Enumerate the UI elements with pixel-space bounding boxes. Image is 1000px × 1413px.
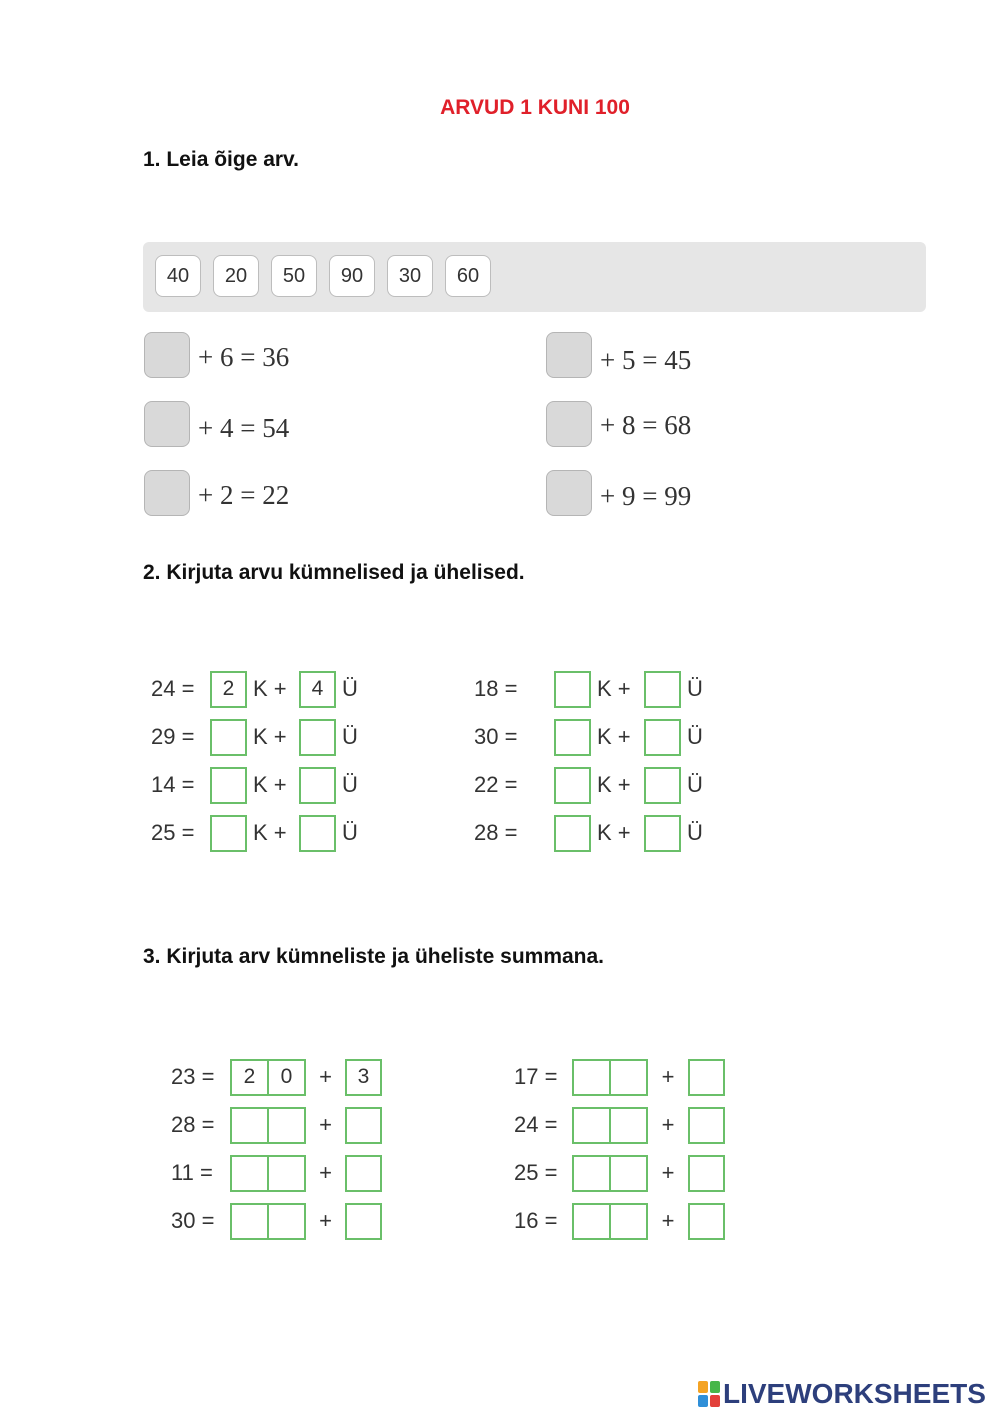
tens-label: K + — [253, 820, 287, 845]
tens-input[interactable] — [554, 719, 591, 756]
tens-digit-2[interactable] — [609, 1109, 646, 1142]
number-label: 24 = — [151, 676, 195, 701]
tens-digit-2[interactable] — [609, 1157, 646, 1190]
ones-label: Ü — [342, 676, 358, 701]
ones-label: Ü — [687, 820, 703, 845]
ones-input[interactable] — [345, 1155, 382, 1192]
tens-digit-2[interactable] — [267, 1157, 304, 1190]
number-label: 25 = — [151, 820, 195, 845]
option-chip[interactable]: 40 — [155, 255, 201, 297]
tens-digit-1[interactable] — [574, 1061, 609, 1094]
plus-sign: + — [661, 1064, 675, 1089]
plus-sign: + — [661, 1208, 675, 1233]
tens-input[interactable] — [572, 1203, 648, 1240]
number-label: 24 = — [514, 1112, 558, 1137]
ones-input[interactable] — [345, 1107, 382, 1144]
liveworksheets-logo-icon — [698, 1381, 720, 1407]
tens-digit-1[interactable] — [232, 1205, 267, 1238]
logo-square — [710, 1381, 720, 1393]
sum-row — [171, 1101, 382, 1149]
plus-sign: + — [319, 1112, 332, 1137]
tens-input[interactable] — [210, 719, 247, 756]
ones-input[interactable] — [644, 815, 681, 852]
drop-slot[interactable] — [144, 470, 190, 516]
ones-input[interactable] — [688, 1203, 725, 1240]
tens-digit-2[interactable] — [267, 1109, 304, 1142]
tens-label: K + — [253, 676, 287, 701]
number-label: 23 = — [171, 1064, 215, 1089]
task2-left-column — [151, 665, 358, 857]
number-label: 30 = — [474, 724, 518, 749]
logo-square — [698, 1381, 708, 1393]
number-label: 25 = — [514, 1160, 558, 1185]
tens-digit-2[interactable]: 0 — [267, 1061, 304, 1094]
sum-row — [514, 1149, 725, 1197]
tens-input[interactable] — [572, 1155, 648, 1192]
ones-label: Ü — [687, 676, 703, 701]
ones-label: Ü — [687, 772, 703, 797]
drop-slot[interactable] — [144, 332, 190, 378]
sum-row — [514, 1197, 725, 1245]
ones-label: Ü — [342, 820, 358, 845]
ones-input[interactable] — [644, 671, 681, 708]
drop-slot[interactable] — [546, 401, 592, 447]
number-label: 30 = — [171, 1208, 215, 1233]
tens-label: K + — [597, 820, 631, 845]
option-chip[interactable]: 20 — [213, 255, 259, 297]
place-value-row — [151, 665, 358, 713]
ones-input[interactable] — [688, 1107, 725, 1144]
option-chip[interactable]: 60 — [445, 255, 491, 297]
sum-row — [171, 1149, 382, 1197]
tens-label: K + — [253, 772, 287, 797]
number-label: 29 = — [151, 724, 195, 749]
place-value-row — [474, 809, 703, 857]
drop-slot[interactable] — [546, 332, 592, 378]
ones-label: Ü — [342, 724, 358, 749]
worksheet-title: ARVUD 1 KUNI 100 — [440, 96, 630, 119]
place-value-row — [474, 665, 703, 713]
tens-digit-1[interactable] — [232, 1109, 267, 1142]
option-chip[interactable]: 50 — [271, 255, 317, 297]
place-value-row — [474, 761, 703, 809]
logo-square — [710, 1395, 720, 1407]
option-chip[interactable]: 30 — [387, 255, 433, 297]
number-label: 28 = — [474, 820, 518, 845]
tens-label: K + — [253, 724, 287, 749]
tens-digit-1[interactable] — [232, 1157, 267, 1190]
ones-input[interactable]: 3 — [345, 1059, 382, 1096]
ones-input[interactable] — [688, 1155, 725, 1192]
sum-row — [171, 1197, 382, 1245]
task2-right-column — [474, 665, 703, 857]
plus-sign: + — [661, 1112, 675, 1137]
tens-digit-1[interactable] — [574, 1205, 609, 1238]
tens-digit-2[interactable] — [609, 1061, 646, 1094]
number-label: 17 = — [514, 1064, 558, 1089]
place-value-row — [151, 761, 358, 809]
liveworksheets-logo[interactable] — [698, 1378, 986, 1410]
equation-text: + 2 = 22 — [198, 480, 290, 510]
task3-right-column — [514, 1053, 725, 1245]
drop-slot[interactable] — [546, 470, 592, 516]
ones-input[interactable] — [299, 719, 336, 756]
plus-sign: + — [319, 1064, 332, 1089]
ones-label: Ü — [687, 724, 703, 749]
plus-sign: + — [319, 1208, 332, 1233]
ones-input[interactable] — [688, 1059, 725, 1096]
tens-digit-1[interactable] — [574, 1109, 609, 1142]
sum-row — [514, 1053, 725, 1101]
tens-input[interactable] — [554, 767, 591, 804]
tens-label: K + — [597, 772, 631, 797]
number-label: 16 = — [514, 1208, 558, 1233]
ones-input[interactable] — [644, 719, 681, 756]
equation-text: + 6 = 36 — [198, 342, 290, 372]
tens-input[interactable] — [554, 671, 591, 708]
plus-sign: + — [661, 1160, 675, 1185]
word-bank — [143, 242, 926, 312]
number-label: 18 = — [474, 676, 518, 701]
tens-input[interactable] — [210, 815, 247, 852]
tens-input[interactable] — [572, 1107, 648, 1144]
tens-input[interactable] — [572, 1059, 648, 1096]
tens-label: K + — [597, 676, 631, 701]
plus-sign: + — [319, 1160, 332, 1185]
drop-slot[interactable] — [144, 401, 190, 447]
equation-text: + 5 = 45 — [600, 345, 692, 375]
equation-text: + 4 = 54 — [198, 413, 290, 443]
tens-input[interactable]: 2 — [210, 671, 247, 708]
place-value-row — [151, 809, 358, 857]
tens-input[interactable] — [230, 1155, 306, 1192]
equation-text: + 9 = 99 — [600, 481, 692, 511]
task3-heading: 3. Kirjuta arv kümneliste ja üheliste summana. — [143, 945, 605, 968]
ones-input[interactable] — [299, 767, 336, 804]
tens-input[interactable] — [210, 767, 247, 804]
tens-input[interactable] — [230, 1107, 306, 1144]
tens-label: K + — [597, 724, 631, 749]
tens-input[interactable] — [230, 1059, 306, 1096]
ones-input[interactable] — [299, 815, 336, 852]
tens-digit-2[interactable] — [267, 1205, 304, 1238]
place-value-row — [474, 713, 703, 761]
ones-input[interactable]: 4 — [299, 671, 336, 708]
task3-left-column — [171, 1053, 382, 1245]
task2-heading: 2. Kirjuta arvu kümnelised ja ühelised. — [143, 561, 525, 584]
number-label: 14 = — [151, 772, 195, 797]
ones-input[interactable] — [345, 1203, 382, 1240]
number-label: 22 = — [474, 772, 518, 797]
logo-text: LIVEWORKSHEETS — [723, 1378, 986, 1409]
sum-row — [171, 1053, 382, 1101]
task1-heading: 1. Leia õige arv. — [143, 148, 300, 171]
tens-digit-1[interactable]: 2 — [243, 1065, 256, 1088]
tens-digit-2[interactable] — [609, 1205, 646, 1238]
sum-row — [514, 1101, 725, 1149]
number-label: 28 = — [171, 1112, 215, 1137]
ones-label: Ü — [342, 772, 358, 797]
number-label: 11 = — [171, 1160, 213, 1185]
option-chip[interactable]: 90 — [329, 255, 375, 297]
tens-input[interactable] — [554, 815, 591, 852]
logo-square — [698, 1395, 708, 1407]
tens-input[interactable] — [230, 1203, 306, 1240]
equation-text: + 8 = 68 — [600, 410, 692, 440]
place-value-row — [151, 713, 358, 761]
ones-input[interactable] — [644, 767, 681, 804]
tens-digit-1[interactable] — [574, 1157, 609, 1190]
